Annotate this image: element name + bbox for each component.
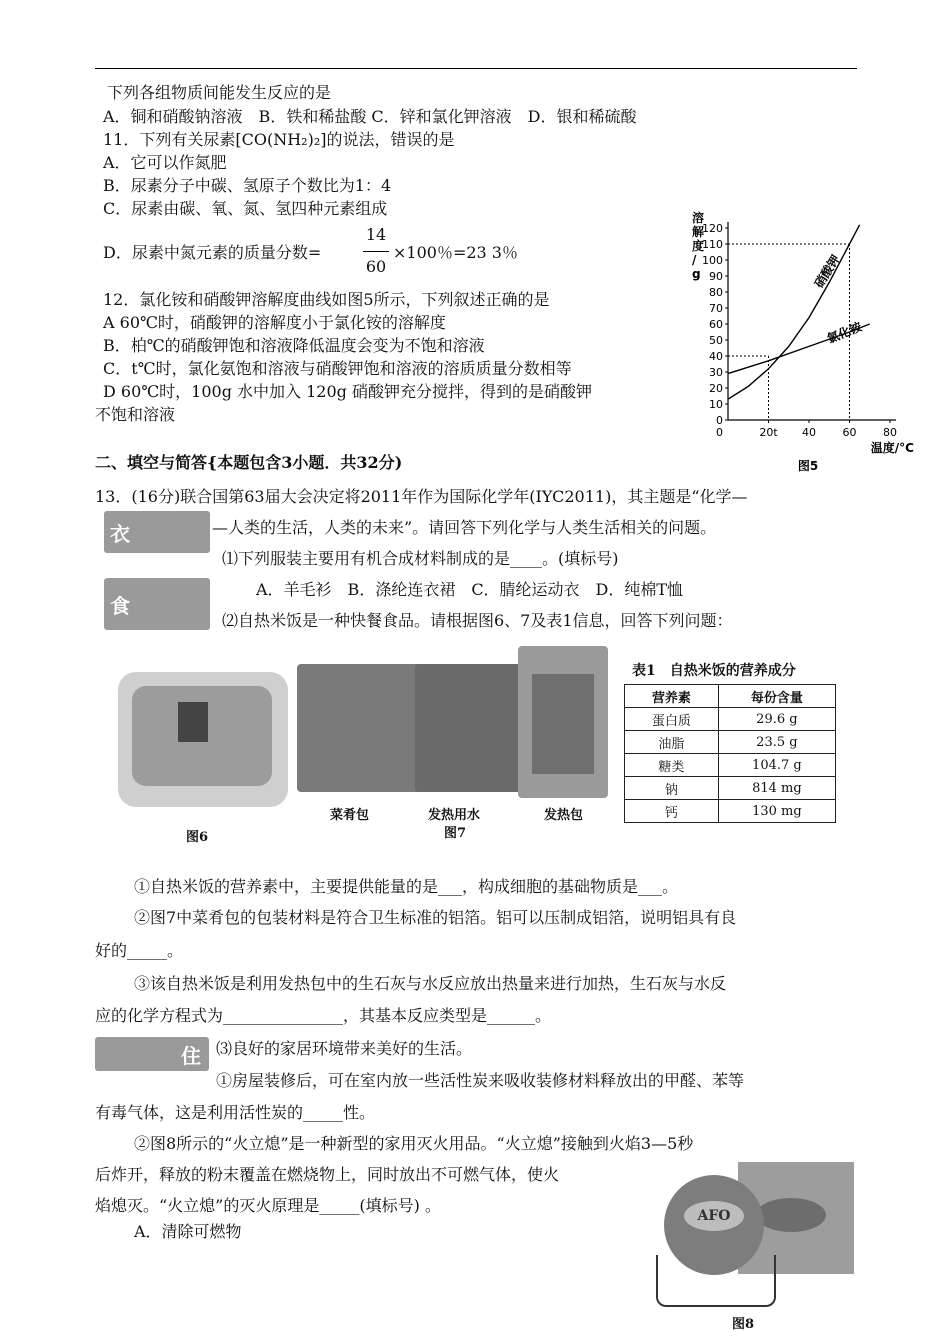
- housing-icon: [95, 1037, 209, 1071]
- q13-part1-options: A．羊毛衫 B．涤纶连衣裙 C．腈纶运动衣 D．纯棉T恤: [256, 580, 684, 599]
- fraction-denominator: 60: [365, 257, 387, 276]
- figure8-stand: [656, 1255, 776, 1307]
- q13-stem-line2: —人类的生活，人类的未来”。请回答下列化学与人类生活相关的问题。: [212, 518, 717, 537]
- table1-title: 表1 自热米饭的营养成分: [632, 663, 796, 679]
- table-cell: 104.7 g: [718, 754, 835, 777]
- table-header-cell: 每份含量: [718, 685, 835, 708]
- y-tick-label: 100: [702, 254, 723, 267]
- table-row: [625, 800, 836, 823]
- x-tick-label: 40: [802, 426, 816, 439]
- x-tick-label: 20t: [759, 426, 778, 439]
- y-tick-label: 20: [709, 382, 723, 395]
- q13-part1: ⑴下列服装主要用有机合成材料制成的是____。(填标号): [222, 549, 619, 568]
- table-header-cell: 营养素: [625, 685, 719, 708]
- figure7-label-heat: 发热包: [544, 808, 584, 823]
- table-cell: 油脂: [625, 731, 719, 754]
- table-cell: 糖类: [625, 754, 719, 777]
- food-icon: [104, 578, 210, 630]
- figure6-photo: [118, 672, 288, 807]
- y-tick-label: 110: [702, 238, 723, 251]
- chart-series: [728, 225, 870, 399]
- figure8-caption: 图8: [732, 1317, 755, 1332]
- q13-part3-2-line3: 焰熄灭。“火立熄”的灭火原理是_____(填标号) 。: [95, 1196, 441, 1215]
- y-tick-label: 80: [709, 286, 723, 299]
- q13-part2-3-line1: ③该自热米饭是利用发热包中的生石灰与水反应放出热量来进行加热，生石灰与水反: [134, 974, 727, 993]
- table-cell: 130 mg: [718, 800, 835, 823]
- q13-part2-3-line2: 应的化学方程式为_______________，其基本反应类型是______。: [95, 1006, 552, 1025]
- section-2-title: 二、填空与简答{本题包含3小题．共32分): [95, 453, 403, 472]
- table-row: [625, 708, 836, 731]
- y-tick-label: 10: [709, 398, 723, 411]
- q12-option-a: A 60℃时，硝酸钾的溶解度小于氯化铵的溶解度: [103, 313, 446, 332]
- y-tick-label: 40: [709, 350, 723, 363]
- table-row: [625, 777, 836, 800]
- y-tick-label: 90: [709, 270, 723, 283]
- q13-part3-2-line2: 后炸开，释放的粉末覆盖在燃烧物上，同时放出不可燃气体，使火: [95, 1165, 560, 1184]
- q13-part3-1-line2: 有毒气体，这是利用活性炭的_____性。: [95, 1103, 376, 1122]
- table-cell: 钠: [625, 777, 719, 800]
- y-axis-label: 溶解度/ g: [692, 211, 705, 281]
- chart-caption: 图5: [797, 459, 819, 473]
- x-tick-label: 80: [883, 426, 897, 439]
- series-line-kno3: [728, 225, 860, 399]
- q13-part2: ⑵自热米饭是一种快餐食品。请根据图6、7及表1信息，回答下列问题：: [222, 611, 733, 630]
- q12-stem: 12．氯化铵和硝酸钾溶解度曲线如图5所示，下列叙述正确的是: [103, 290, 550, 309]
- top-rule: [95, 68, 857, 69]
- y-tick-label: 50: [709, 334, 723, 347]
- table-row: [625, 731, 836, 754]
- x-axis-label: 温度/°C: [870, 441, 914, 455]
- table-header-row: [625, 685, 836, 708]
- x-tick-label: 0: [716, 426, 723, 439]
- figure7-heat-pack: [518, 646, 608, 798]
- figure7-water-pack: [415, 664, 525, 792]
- q10-stem: 下列各组物质间能发生反应的是: [107, 83, 332, 102]
- q11-stem: 11．下列有关尿素[CO(NH₂)₂]的说法，错误的是: [103, 130, 455, 149]
- x-tick-label: 60: [842, 426, 857, 439]
- housing-icon-label: 住: [181, 1043, 201, 1068]
- q10-options: A．铜和硝酸钠溶液 B．铁和稀盐酸 C．锌和氯化钾溶液 D．银和稀硫酸: [103, 107, 637, 126]
- q13-part3-2-option-a: A．清除可燃物: [134, 1222, 242, 1241]
- table-cell: 钙: [625, 800, 719, 823]
- food-icon-label: 食: [110, 593, 130, 618]
- clothing-icon-label: 衣: [110, 521, 130, 546]
- q12-option-d-line1: D 60℃时，100g 水中加入 120g 硝酸钾充分搅拌，得到的是硝酸钾: [103, 382, 592, 401]
- q11-option-c: C．尿素由碳、氧、氮、氢四种元素组成: [103, 199, 388, 218]
- figure8-brand: AFO: [684, 1201, 744, 1231]
- q13-stem-line1: 13．(16分)联合国第63届大会决定将2011年作为国际化学年(IYC2011)，其主题是“化学—: [95, 487, 748, 506]
- q11-option-b: B．尿素分子中碳、氢原子个数比为1：4: [103, 176, 392, 195]
- figure7-label-dish: 菜肴包: [330, 808, 370, 823]
- table-cell: 23.5 g: [718, 731, 835, 754]
- figure7-caption: 图7: [444, 826, 467, 841]
- q13-part2-1: ①自热米饭的营养素中，主要提供能量的是___，构成细胞的基础物质是___。: [134, 877, 679, 896]
- y-tick-label: 30: [709, 366, 723, 379]
- q12-option-d-line2: 不饱和溶液: [95, 405, 176, 424]
- q11-option-a: A．它可以作氮肥: [103, 153, 227, 172]
- table-cell: 29.6 g: [718, 708, 835, 731]
- q13-part2-2-line1: ②图7中菜肴包的包装材料是符合卫生标准的铝箔。铝可以压制成铝箔，说明铝具有良: [134, 908, 737, 927]
- series-label-kno3: 硝酸钾: [811, 252, 843, 291]
- table-cell: 814 mg: [718, 777, 835, 800]
- y-tick-label: 70: [709, 302, 723, 315]
- chart-axes: [728, 222, 896, 420]
- y-tick-label: 60: [709, 318, 723, 331]
- q13-part3-1-line1: ①房屋装修后，可在室内放一些活性炭来吸收装修材料释放出的甲醛、苯等: [216, 1071, 745, 1090]
- q12-option-b: B．柏℃的硝酸钾饱和溶液降低温度会变为不饱和溶液: [103, 336, 485, 355]
- series-label-nh4cl: 氯化铵: [825, 319, 864, 346]
- clothing-icon: [104, 511, 210, 553]
- figure6-caption: 图6: [186, 830, 209, 845]
- solubility-chart: [680, 208, 920, 478]
- q13-part3-2-line1: ②图8所示的“火立熄”是一种新型的家用灭火用品。“火立熄”接触到火焰3—5秒: [134, 1134, 694, 1153]
- fraction-bar: [363, 251, 389, 252]
- table-cell: 蛋白质: [625, 708, 719, 731]
- q13-part3: ⑶良好的家居环境带来美好的生活。: [216, 1039, 473, 1058]
- y-tick-label: 0: [716, 414, 723, 427]
- table-row: [625, 754, 836, 777]
- q13-part2-2-line2: 好的_____。: [95, 941, 184, 960]
- y-tick-label: 120: [702, 222, 723, 235]
- q11-option-d-prefix: D．尿素中氮元素的质量分数=: [103, 243, 322, 262]
- fraction-numerator: 14: [365, 225, 387, 244]
- figure7-label-water: 发热用水: [428, 808, 481, 823]
- nutrition-table: [624, 684, 836, 823]
- q11-option-d-suffix: ×100％=23 3％: [393, 243, 518, 262]
- q12-option-c: C．t℃时，氯化氨饱和溶液与硝酸钾饱和溶液的溶质质量分数相等: [103, 359, 572, 378]
